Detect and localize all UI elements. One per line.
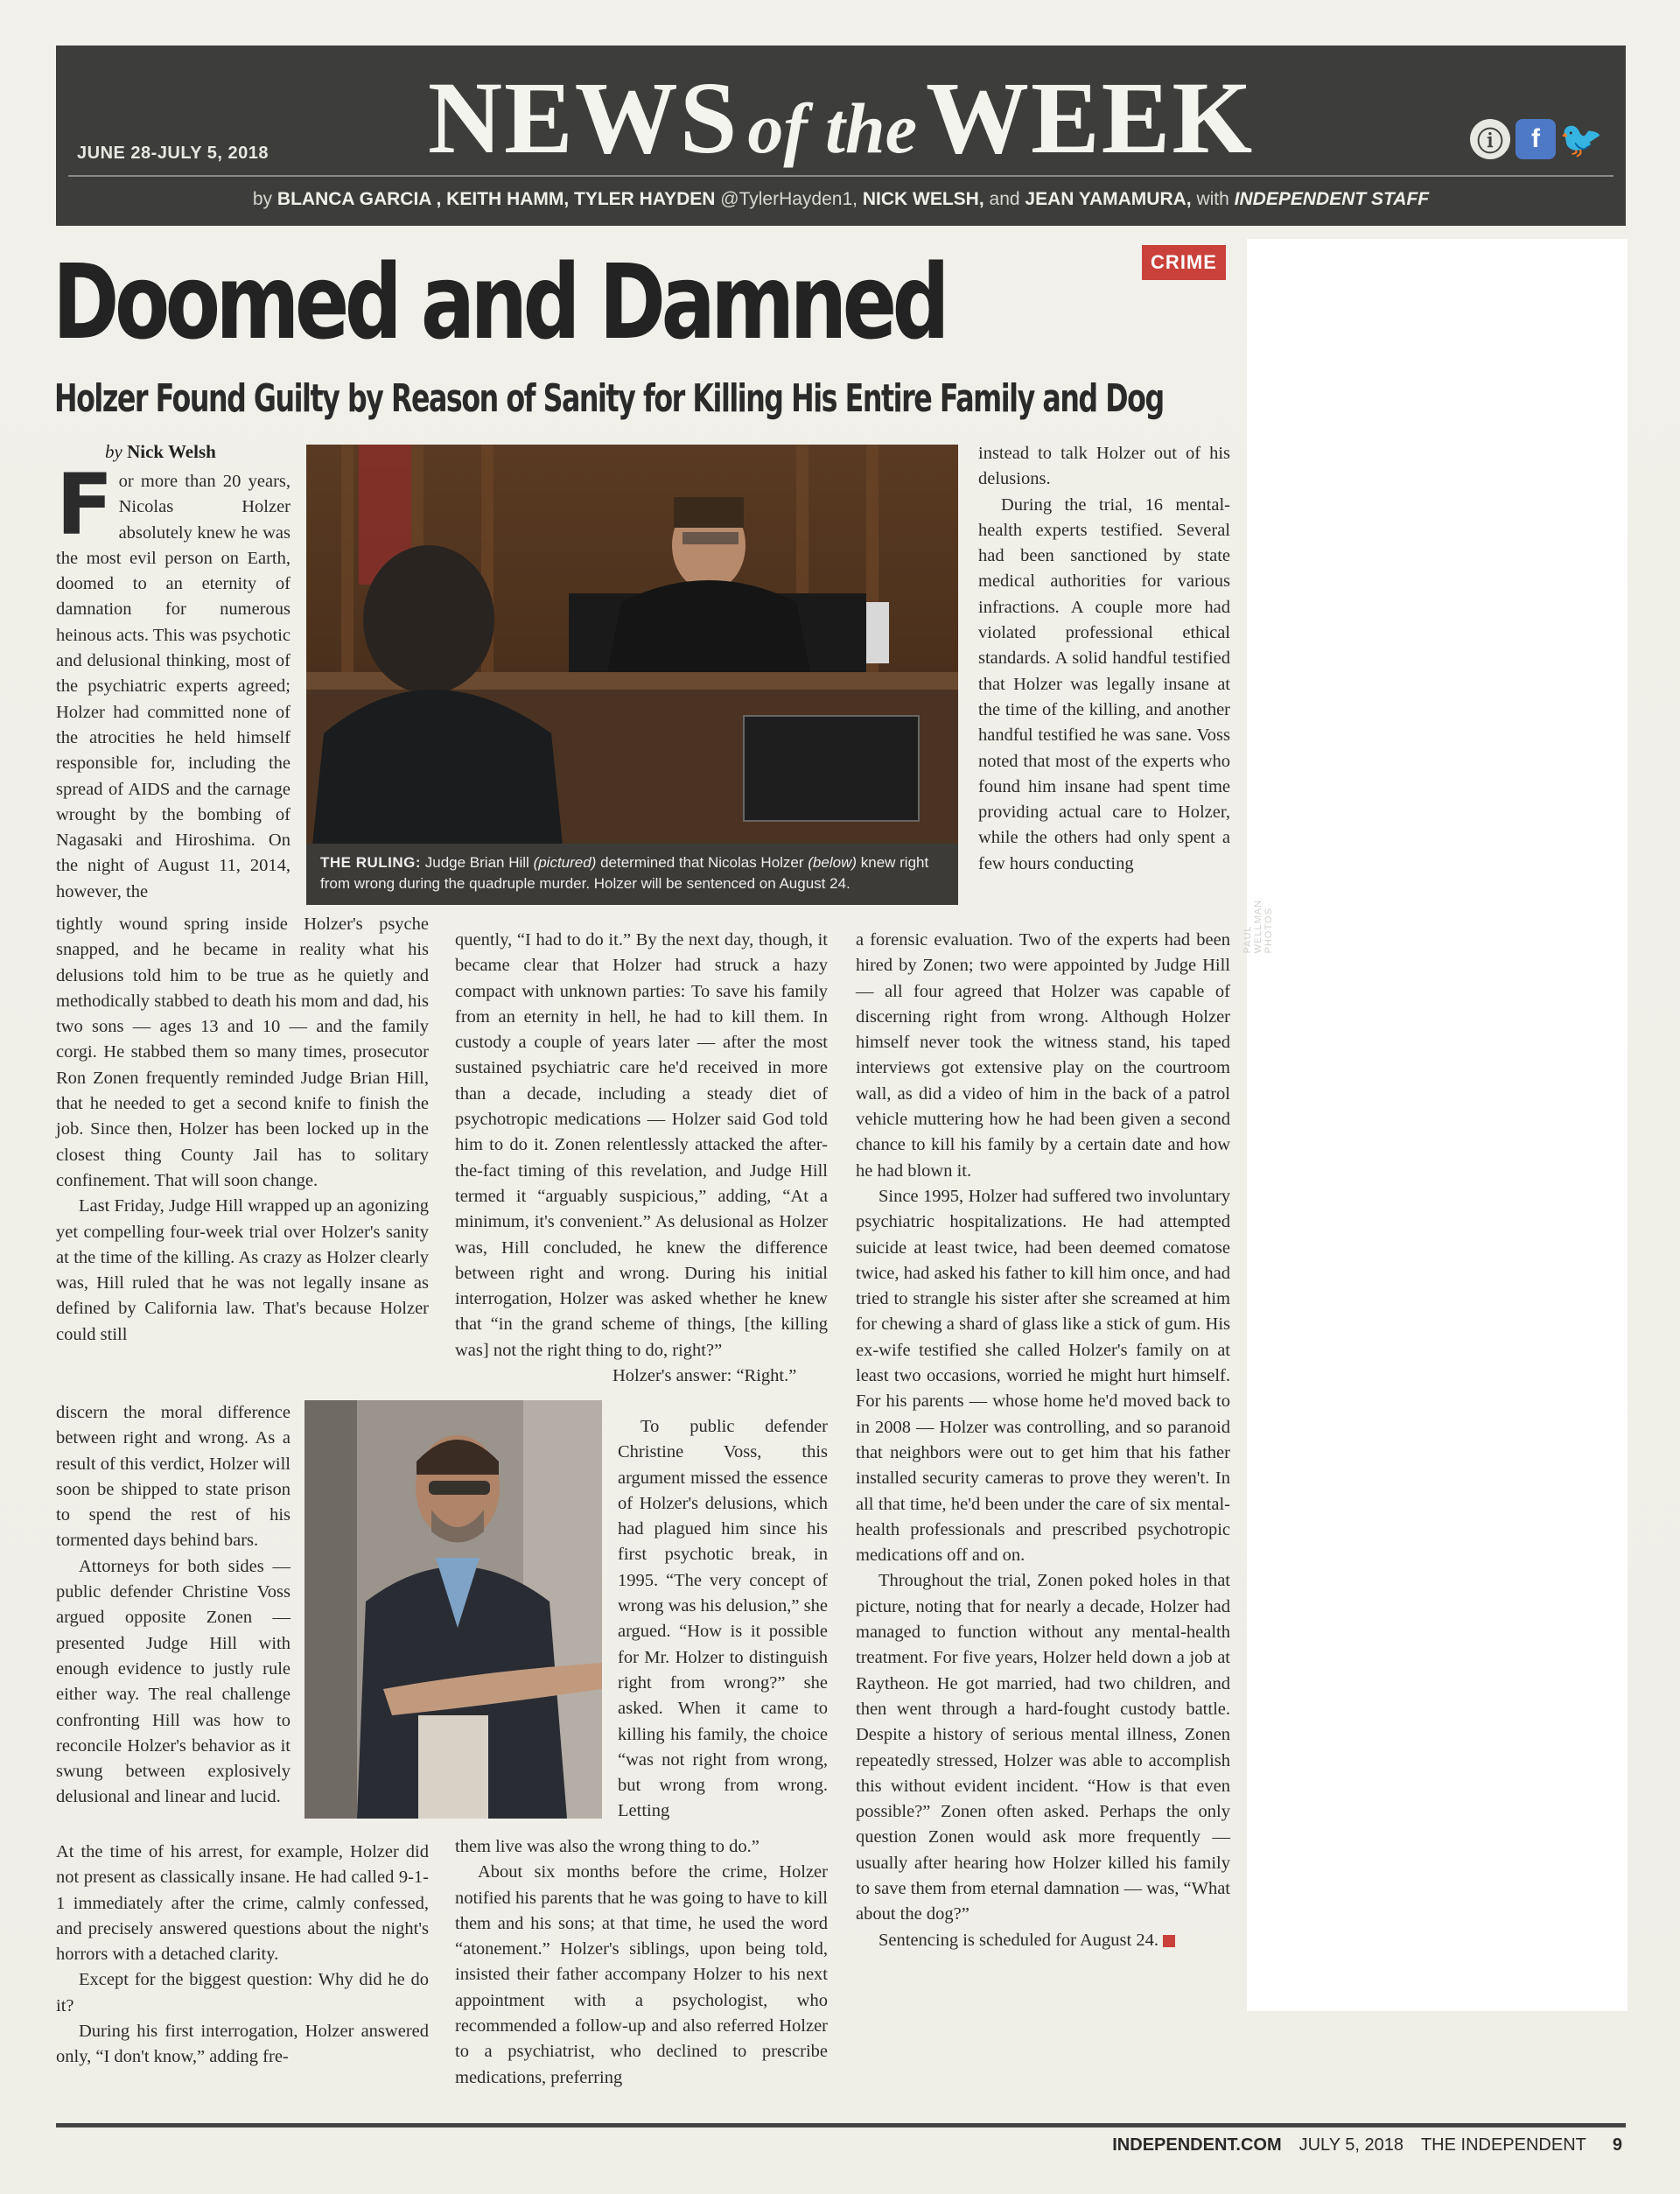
holzer-illustration bbox=[304, 1400, 602, 1819]
holzer-photo bbox=[304, 1400, 602, 1819]
issue-date: JUNE 28-JULY 5, 2018 bbox=[77, 144, 270, 163]
page-number: 9 bbox=[1612, 2135, 1622, 2155]
article-byline: by Nick Welsh bbox=[105, 441, 216, 462]
article-paragraph: For more than 20 years, Nicolas Holzer absolutely knew he was the most evil person on Earth, doomed to an eternity of damnation for numerous heinous acts. This was psychotic and delusional thinking, most of the psychiatric experts agreed; Holzer had committed none of the atrocities he held himself responsible for, including the spread of AIDS and the carnage wrought by the bombing of Nagasaki and Hiroshima. On the night of August 11, 2014, however, the bbox=[56, 456, 290, 901]
article-paragraph: During his first interrogation, Holzer answered only, “I don't know,” adding fre- bbox=[56, 2022, 429, 2067]
independent-icon: ⓘ bbox=[1470, 119, 1510, 159]
article-column-1-narrow bbox=[56, 1400, 290, 1811]
article-paragraph: Throughout the trial, Zonen poked holes in that picture, noting that for nearly a decade, Holzer had managed to function without any mental-health treatment. For five years, Holzer held down a job at Raytheon. He got married, had two children, and then went through a hard-fought custody battle. Despite a history of serious mental illness, Zonen repeatedly stressed, Holzer was able to accomplish this without evident incident. “How is that even possible?” Zonen often asked. Perhaps the only question Zonen would ask more frequently — usually after hearing how Holzer killed his family to save them from eternal damnation — was, “What about the dog?” bbox=[856, 1571, 1230, 1924]
footer-site: INDEPENDENT.COM bbox=[1112, 2135, 1282, 2155]
article-paragraph: Since 1995, Holzer had suffered two involuntary psychiatric hospitalizations. He had attempted suicide at least twice, had been deemed comatose twice, had asked his father to kill him once, and had tried to strangle his sister after she screamed at him for chewing a shard of glass like a stick of gum. His ex-wife testified she called Holzer's family on at least two occasions, worried he might hurt himself. For his parents — whose home he'd moved back to in 2008 — Holzer was controlling, and so paranoid that neighbors were out to get him that his father installed security cameras to prove they weren't. In all that time, he'd been under the care of six mental-health professionals and prescribed psychotropic medications off and on. bbox=[856, 1186, 1230, 1566]
photo-credit: PAUL WELLMAN PHOTOS bbox=[1242, 899, 1274, 954]
footer-date: JULY 5, 2018 bbox=[1298, 2135, 1404, 2155]
article-headline: Doomed and Damned bbox=[52, 242, 946, 362]
article-column-3 bbox=[856, 928, 1230, 1953]
masthead-title bbox=[68, 60, 1614, 175]
facebook-icon: f bbox=[1516, 119, 1556, 159]
masthead-week: WEEK bbox=[925, 60, 1255, 175]
article-paragraph: About six months before the crime, Holzer notified his parents that he was going to have to kill them and his sons; at that time, he used the word “atonement.” Holzer's siblings, upon being told, insisted their father accompany Holzer to his next appointment with a psychologist, who recommended a follow-up and also referred Holzer to a psychiatrist, who declined to prescribe medications, preferring bbox=[455, 1862, 828, 2087]
article-paragraph: tightly wound spring inside Holzer's psyche snapped, and he became in reality what his delusions told him to be true as he quietly and methodically stabbed to death his mom and dad, his two sons — ages 13 and 10 — and the family corgi. He stabbed them so many times, prosecutor Ron Zonen frequently reminded Judge Brian Hill, that he needed to get a second knife to finish the job. Since then, Holzer has been locked up in the closest thing County Jail has to solitary confinement. That will soon change. bbox=[56, 915, 429, 1190]
article-paragraph: Last Friday, Judge Hill wrapped up an agonizing yet compelling four-week trial over Holzer's sanity at the time of the killing. As crazy as Holzer clearly was, Hill ruled that he was not legally insane as defined by California law. That's because Holzer could still bbox=[56, 1196, 429, 1344]
article-column-2 bbox=[455, 928, 828, 1389]
article-paragraph: During the trial, 16 mental-health experts testified. Several had been sanctioned by state medical authorities for various infractions. A couple more had violated professional ethical standards. A solid handful testified that Holzer was legally insane at the time of the killing, and another handful testified he was sane. Voss noted that most of the experts who found him insane had spent time providing actual care to Holzer, while the others had only spent a few hours conducting bbox=[978, 494, 1230, 873]
courtroom-illustration bbox=[306, 445, 958, 905]
article-column-2-bottom bbox=[455, 1834, 828, 2091]
twitter-icon: 🐦 bbox=[1559, 120, 1603, 159]
end-mark-icon bbox=[1163, 1935, 1175, 1947]
article-paragraph: To public defender Christine Voss, this argument missed the essence of Holzer's delusions, which had plagued him since his first psychotic break, in 1995. “The very concept of wrong was his delusion,” she argued. “How is it possible for Mr. Holzer to distinguish right from wrong?” she asked. When it came to killing his family, the choice “was not right from wrong, but wrong from wrong. Letting bbox=[618, 1417, 828, 1821]
article-column-1-lower bbox=[56, 912, 429, 1348]
section-tag: CRIME bbox=[1142, 245, 1226, 280]
article-deck: Holzer Found Guilty by Reason of Sanity for Killing His Entire Family and Dog bbox=[54, 376, 1164, 421]
staff-bylines: by BLANCA GARCIA , KEITH HAMM, TYLER HAYDEN @TylerHayden1, NICK WELSH, and JEAN YAMAMURA, with INDEPENDENT STAFF bbox=[252, 189, 1430, 209]
footer-publication: THE INDEPENDENT bbox=[1420, 2135, 1586, 2155]
masthead-news: NEWS bbox=[427, 60, 739, 175]
footer-rule bbox=[56, 2123, 1626, 2127]
masthead-banner bbox=[56, 46, 1626, 226]
photo-caption: THE RULING: Judge Brian Hill (pictured) determined that Nicolas Holzer (below) knew right from wrong during the quadruple murder. Holzer will be sentenced on August 24. bbox=[306, 844, 958, 905]
article-paragraph: instead to talk Holzer out of his delusions. bbox=[978, 444, 1230, 489]
masthead-top bbox=[68, 58, 1614, 177]
social-icons bbox=[1470, 119, 1601, 159]
article-paragraph: At the time of his arrest, for example, Holzer did not present as classically insane. He had called 9-1-1 immediately after the crime, calmly confessed, and precisely answered questions about the night's horrors with a detached clarity. bbox=[56, 1842, 429, 1965]
drop-cap: F bbox=[56, 456, 114, 554]
article-paragraph: a forensic evaluation. Two of the experts had been hired by Zonen; two were appointed by Judge Hill — all four agreed that Holzer was capable of discerning right from wrong. Although Holzer himself never took the witness stand, his taped interviews got extensive play on the courtroom wall, as did a video of him in the back of a patrol vehicle muttering how he had been given a second chance to kill his family by a certain date and how he had blown it. bbox=[856, 930, 1230, 1181]
article-column-1 bbox=[56, 456, 290, 905]
article-column-3-narrow bbox=[978, 441, 1230, 877]
article-column-2-narrow bbox=[618, 1414, 828, 1825]
article-paragraph: quently, “I had to do it.” By the next day, though, it became clear that Holzer had struck a hazy compact with unknown parties: To save his family from an eternity in hell, he had to kill them. In custody a couple of years later — after the most sustained psychiatric care he'd received in more than a decade, including a steady diet of psychotropic medications — Holzer said God told him to do it. Zonen relentlessly attacked the after-the-fact timing of this revelation, and Judge Hill termed it “arguably suspicious,” adding, “At a minimum, it's convenient.” As delusional as Holzer was, Hill concluded, he knew the difference between right and wrong. During his initial interrogation, Holzer was asked whether he knew that “in the grand scheme of things, [the killing was] not the right thing to do, right?” bbox=[455, 930, 828, 1360]
article-paragraph: discern the moral difference between right and wrong. As a result of this verdict, Holzer will soon be shipped to state prison to spend the rest of his tormented days behind bars. bbox=[56, 1403, 290, 1551]
article-paragraph: Holzer's answer: “Right.” bbox=[612, 1366, 797, 1386]
article-paragraph: Attorneys for both sides — public defender Christine Voss argued opposite Zonen — presented Judge Hill with enough evidence to justly rule either way. The real challenge confronting Hill was how to reconcile Holzer's behavior as it swung between explosively delusional and linear and lucid. bbox=[56, 1556, 290, 1807]
article-column-1-bottom bbox=[56, 1840, 429, 2071]
masthead-of-the: of the bbox=[747, 88, 917, 168]
blank-area bbox=[1247, 239, 1628, 2011]
page-footer bbox=[1112, 2135, 1622, 2155]
article-paragraph: Except for the biggest question: Why did he do it? bbox=[56, 1970, 429, 2015]
article-paragraph: Sentencing is scheduled for August 24. bbox=[856, 1928, 1230, 1953]
article-paragraph: them live was also the wrong thing to do.” bbox=[455, 1837, 760, 1856]
